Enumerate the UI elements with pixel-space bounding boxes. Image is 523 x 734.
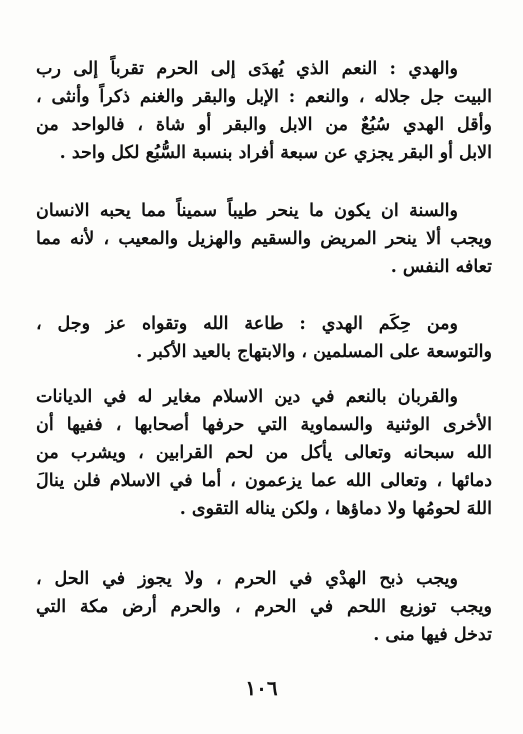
paragraph-sunnah-sacrifice [36, 197, 492, 281]
text-line: ويجب ذبح الهدْي في الحرم ، ولا يجوز في الحل ، [36, 569, 458, 589]
text-line: وأقل الهدي سُبُعٌ من الابل والبقر أو شاة ، فالواحد من [36, 115, 492, 135]
paragraph-hady-definition [36, 55, 492, 167]
paragraph-offering-in-islam [36, 383, 492, 523]
text-line: ويجب ألا ينحر المريض والسقيم والهزيل والمعيب ، لأنه مما [36, 229, 492, 249]
paragraph-slaughter-in-haram [36, 565, 492, 649]
text-line: والتوسعة على المسلمين ، والابتهاج بالعيد الأكبر . [136, 342, 492, 362]
text-line: الله سبحانه وتعالى يأكل من لحم القرابين ، ويشرب من [36, 443, 492, 463]
text-line: والقربان بالنعم في دين الاسلام مغاير له في الديانات [36, 387, 458, 407]
text-line: والهدي : النعم الذي يُهدَى إلى الحرم تقرباً إلى رب [36, 59, 458, 79]
text-line: ومن حِكَم الهدي : طاعة الله وتقواه عز وجل ، [36, 314, 458, 334]
text-line: البيت جل جلاله ، والنعم : الإبل والبقر والغنم ذكراً وأنثى ، [36, 87, 492, 107]
paragraph-wisdom-of-hady [36, 310, 492, 366]
text-line: الأخرى الوثنية والسماوية التي حرفها أصحابها ، ففيها أن [36, 415, 492, 435]
text-line: تدخل فيها منى . [373, 625, 492, 645]
page-number: ١٠٦ [245, 676, 278, 700]
text-line: دمائها ، وتعالى الله عما يزعمون ، أما في الاسلام فلن ينالَ [36, 471, 492, 491]
text-line: الابل أو البقر يجزي عن سبعة أفراد بنسبة السُّبُع لكل واحد . [59, 143, 492, 163]
text-line: تعافه النفس . [390, 257, 492, 277]
text-line: اللهَ لحومُها ولا دماؤها ، ولكن يناله التقوى . [179, 499, 492, 519]
text-line: والسنة ان يكون ما ينحر طيباً سميناً مما يحبه الانسان [36, 201, 458, 221]
text-line: ويجب توزيع اللحم في الحرم ، والحرم أرض مكة التي [36, 597, 492, 617]
